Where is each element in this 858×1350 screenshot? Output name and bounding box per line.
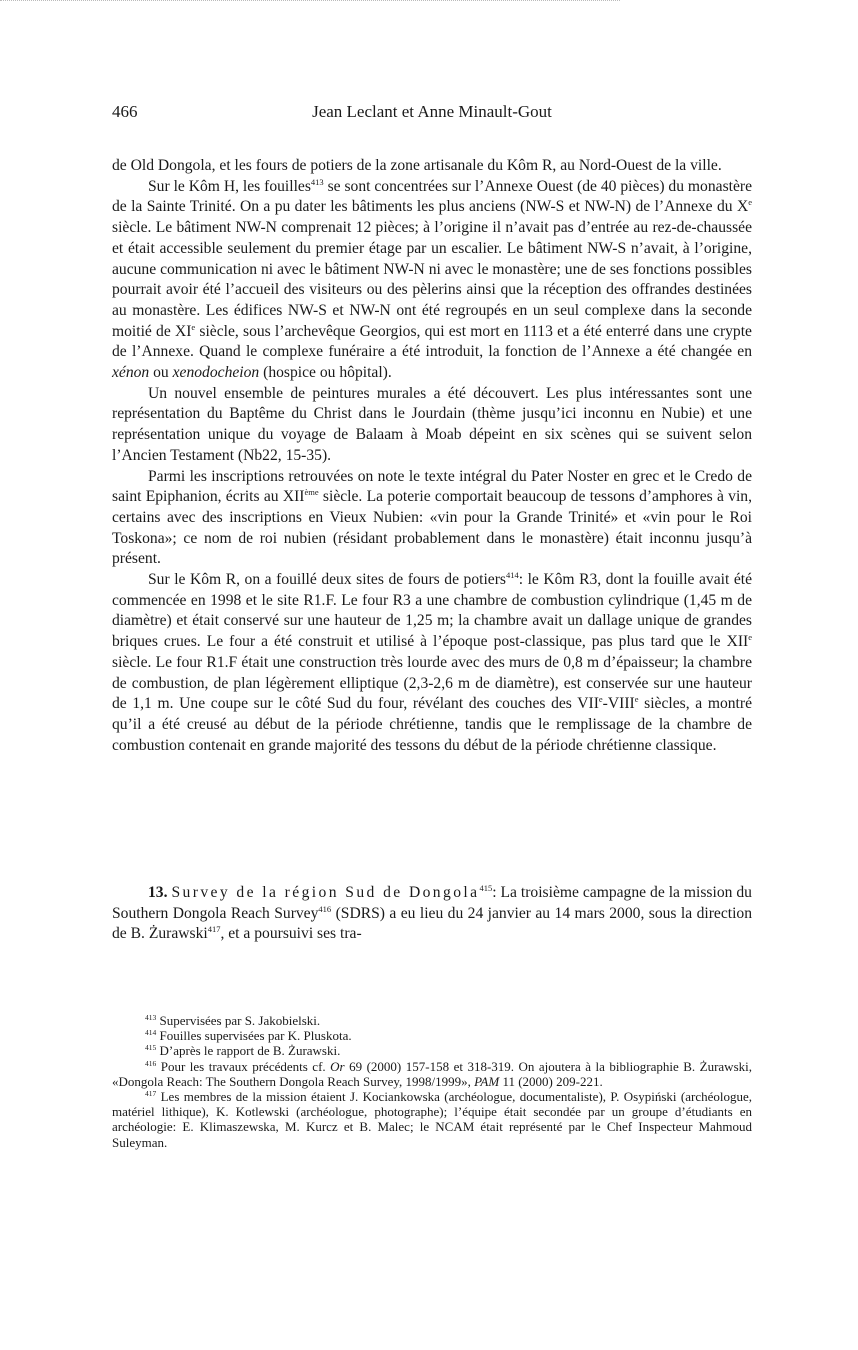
paragraph-1: de Old Dongola, et les fours de potiers de la zone artisanale du Kôm R, au Nord-Ouest de la ville.: [112, 157, 722, 174]
page-number: 466: [112, 102, 138, 121]
footnote-ref-416[interactable]: 416: [318, 903, 332, 914]
footnote-415: $^{415}$ D’après le rapport de B. Żurawski.: [145, 1043, 341, 1059]
footnote-ref-415[interactable]: 415: [479, 883, 493, 893]
main-text: [112, 156, 752, 756]
scan-top-edge: [0, 0, 620, 3]
footnote-ref-413[interactable]: 413: [310, 176, 324, 187]
paragraph-5: Sur le Kôm R, on a fouillé deux sites de fours de potiers$^{414}$: le Kôm R3, dont la fouille avait été commencée en 1998 et le site R1.F. Le four R3 a une chambre de combustion cylindrique (1,45 m de diamètre) et était conservé sur une hauteur de 1,25 m; la chambre avait un dallage unique de grandes briques crues. Le four a été construit et utilisé à l’époque post-classique, pas plus tard que le XIIe siècle. Le four R1.F était une construction très lourde avec des murs de 0,8 m d’épaisseur; la chambre de combustion, de plan légèrement elliptique (2,3-2,6 m de diamètre), est conservée sur une hauteur de 1,1 m. Une coupe sur le côté Sud du four, révélant des couches des VIIe-VIIIe siècles, a montré qu’il a été creusé au début de la période chrétienne, tandis que le remplissage de la chambre de combustion contenait en grande majorité des tessons du début de la période chrétienne classique.: [112, 570, 752, 754]
footnote-416: $^{416}$ Pour les travaux précédents cf. Or 69 (2000) 157-158 et 318-319. On ajoutera à la bibliographie B. Żurawski, «Dongola Reach: The Southern Dongola Reach Survey, 1998/1999», PAM 11 (2000) 209-221.: [112, 1058, 752, 1089]
paragraph-3: Un nouvel ensemble de peintures murales a été découvert. Les plus intéressantes sont une représentation du Baptême du Christ dans le Jourdain (thème jusqu’ici inconnu en Nubie) et une représentation unique du voyage de Balaam à Moab dépeint en six scènes qui se suivent selon l’Ancien Testament (Nb22, 15-35).: [112, 384, 752, 464]
footnote-ref-414[interactable]: 414: [505, 570, 519, 581]
footnotes: [112, 1013, 752, 1150]
section-13-paragraph: 13. Survey de la région Sud de Dongola$^{415}$: La troisième campagne de la mission du Southern Dongola Reach Survey$^{416}$ (SDRS) a eu lieu du 24 janvier au 14 mars 2000, sous la direction de B. Żurawski$^{417}$, et a poursuivi ses tra-: [112, 883, 753, 943]
paragraph-4: Parmi les inscriptions retrouvées on note le texte intégral du Pater Noster en grec et le Credo de saint Epiphanion, écrits au XIIème siècle. La poterie comportait beaucoup de tessons d’amphores à vin, certains avec des inscriptions en Vieux Nubien: «vin pour la Grande Trinité» et «vin pour le Roi Toskona»; ce nom de roi nubien (résidant probablement dans le monastère) était inconnu jusqu’à présent.: [112, 467, 752, 568]
footnote-417: $^{417}$ Les membres de la mission étaient J. Kociankowska (archéologue, documentaliste), P. Osypiński (archéologue, matériel lithique), K. Kotlewski (archéologue, photographe); l’équipe était secondée par un groupe d’étudiants en archéologie: E. Klimaszewska, M. Kurcz et B. Malec; le NCAM était représenté par le Chef Inspecteur Mahmoud Suleyman.: [112, 1089, 752, 1150]
section-number: 13.: [148, 884, 168, 901]
paragraph-2: Sur le Kôm H, les fouilles$^{413}$ se sont concentrées sur l’Annexe Ouest (de 40 pièces) du monastère de la Sainte Trinité. On a pu dater les bâtiments les plus anciens (NW-S et NW-N) de l’Annexe du Xe siècle. Le bâtiment NW-N comprenait 12 pièces; à l’origine il n’avait pas d’entrée au rez-de-chaussée et était accessible seulement du premier étage par un escalier. Le bâtiment NW-S n’avait, à l’origine, aucune communication ni avec le bâtiment NW-N ni avec le monastère; une de ses fonctions possibles pourrait avoir été l’accueil des visiteurs ou des pèlerins ainsi que la réception des offrandes destinées au monastère. Les édifices NW-S et NW-N ont été regroupés en un seul complexe dans la seconde moitié de XIe siècle, sous l’archevêque Georgios, qui est mort en 1113 et a été enterré dans une crypte de l’Annexe. Quand le complexe funéraire a été introduit, la fonction de l’Annexe a été changée en xénon ou xenodocheion (hospice ou hôpital).: [112, 176, 753, 382]
section-title: Survey de la région Sud de Dongola: [171, 884, 480, 901]
footnote-ref-417[interactable]: 417: [207, 924, 221, 935]
footnote-414: $^{414}$ Fouilles supervisées par K. Pluskota.: [145, 1028, 352, 1044]
footnote-413: $^{413}$ Supervisées par S. Jakobielski.: [145, 1013, 321, 1028]
running-head: Jean Leclant et Anne Minault-Gout: [312, 102, 552, 121]
section-13: [112, 883, 752, 945]
